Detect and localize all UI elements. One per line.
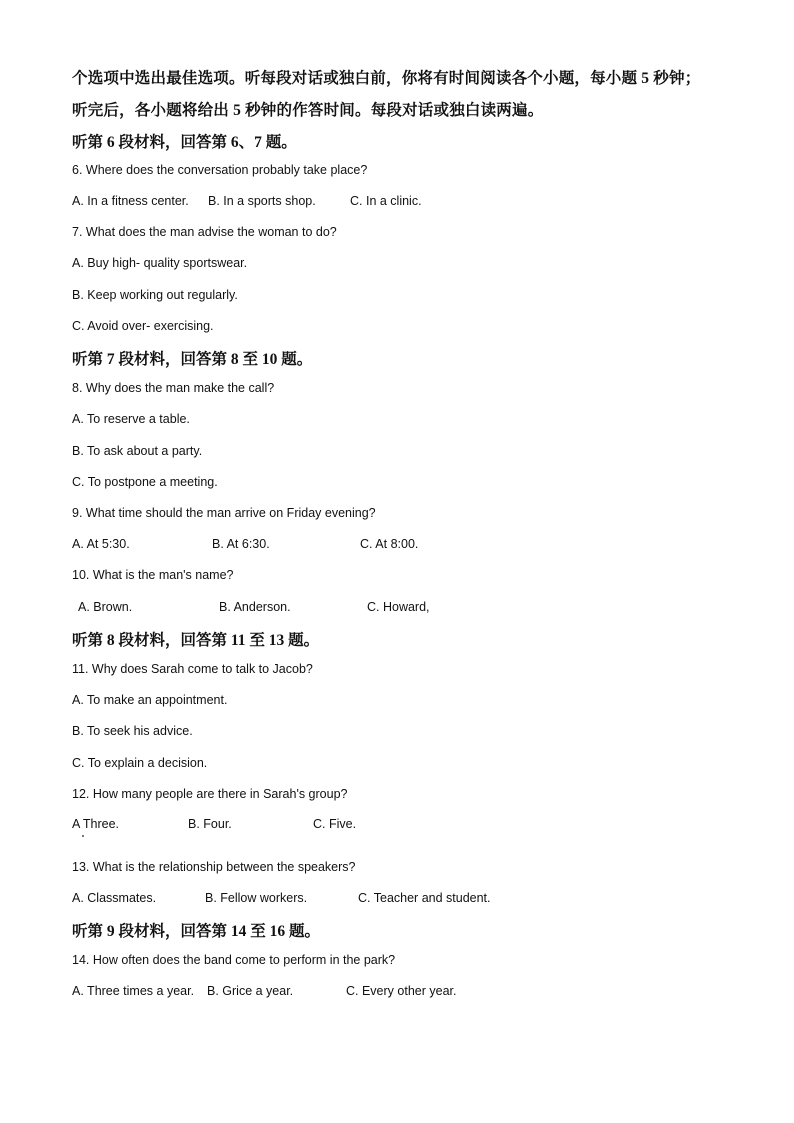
option-7a: A. Buy high- quality sportswear. bbox=[72, 256, 248, 270]
section-heading-8: 听第 8 段材料，回答第 11 至 13 题。 bbox=[72, 632, 320, 649]
option-10c: C. Howard, bbox=[367, 600, 430, 614]
option-9a: A. At 5:30. bbox=[72, 537, 130, 551]
option-11a: A. To make an appointment. bbox=[72, 693, 228, 707]
options-row-12 bbox=[72, 817, 722, 835]
option-8a: A. To reserve a table. bbox=[72, 412, 190, 426]
options-row-10 bbox=[78, 600, 728, 618]
question-8: 8. Why does the man make the call? bbox=[72, 381, 275, 395]
option-14c: C. Every other year. bbox=[346, 984, 457, 998]
option-13b: B. Fellow workers. bbox=[205, 891, 308, 905]
intro-line-1: 个选项中选出最佳选项。听每段对话或独白前，你将有时间阅读各个小题，每小题 5 秒钟； bbox=[72, 70, 701, 87]
option-12b: B. Four. bbox=[188, 817, 232, 831]
option-12c: C. Five. bbox=[313, 817, 357, 831]
option-7b: B. Keep working out regularly. bbox=[72, 288, 238, 302]
option-10a: A. Brown. bbox=[78, 600, 133, 614]
option-9c: C. At 8:00. bbox=[360, 537, 419, 551]
option-13a: A. Classmates. bbox=[72, 891, 157, 905]
option-6b: B. In a sports shop. bbox=[208, 194, 316, 208]
option-12a: A Three. bbox=[72, 817, 120, 831]
question-14: 14. How often does the band come to perform in the park? bbox=[72, 953, 396, 967]
options-row-6 bbox=[72, 194, 722, 212]
option-6c: C. In a clinic. bbox=[350, 194, 422, 208]
options-row-13 bbox=[72, 891, 722, 909]
option-14b: B. Grice a year. bbox=[207, 984, 294, 998]
option-8c: C. To postpone a meeting. bbox=[72, 475, 218, 489]
question-12: 12. How many people are there in Sarah's group? bbox=[72, 787, 348, 801]
question-7: 7. What does the man advise the woman to do? bbox=[72, 225, 337, 239]
option-7c: C. Avoid over- exercising. bbox=[72, 319, 214, 333]
option-8b: B. To ask about a party. bbox=[72, 444, 203, 458]
option-10b: B. Anderson. bbox=[219, 600, 291, 614]
section-heading-6: 听第 6 段材料，回答第 6、7 题。 bbox=[72, 134, 297, 151]
question-9: 9. What time should the man arrive on Friday evening? bbox=[72, 506, 376, 520]
option-14a: A. Three times a year. bbox=[72, 984, 195, 998]
section-heading-9: 听第 9 段材料，回答第 14 至 16 题。 bbox=[72, 923, 321, 940]
question-11: 11. Why does Sarah come to talk to Jacob? bbox=[72, 662, 313, 676]
option-6a: A. In a fitness center. bbox=[72, 194, 189, 208]
question-13: 13. What is the relationship between the speakers? bbox=[72, 860, 356, 874]
section-heading-7: 听第 7 段材料，回答第 8 至 10 题。 bbox=[72, 351, 313, 368]
options-row-14 bbox=[72, 984, 722, 1002]
options-row-9 bbox=[72, 537, 722, 555]
option-11c: C. To explain a decision. bbox=[72, 756, 208, 770]
question-6: 6. Where does the conversation probably take place? bbox=[72, 163, 368, 177]
option-13c: C. Teacher and student. bbox=[358, 891, 491, 905]
stray-mark bbox=[82, 835, 84, 837]
question-10: 10. What is the man's name? bbox=[72, 568, 234, 582]
intro-line-2: 听完后，各小题将给出 5 秒钟的作答时间。每段对话或独白读两遍。 bbox=[72, 102, 544, 119]
option-9b: B. At 6:30. bbox=[212, 537, 270, 551]
option-11b: B. To seek his advice. bbox=[72, 724, 193, 738]
